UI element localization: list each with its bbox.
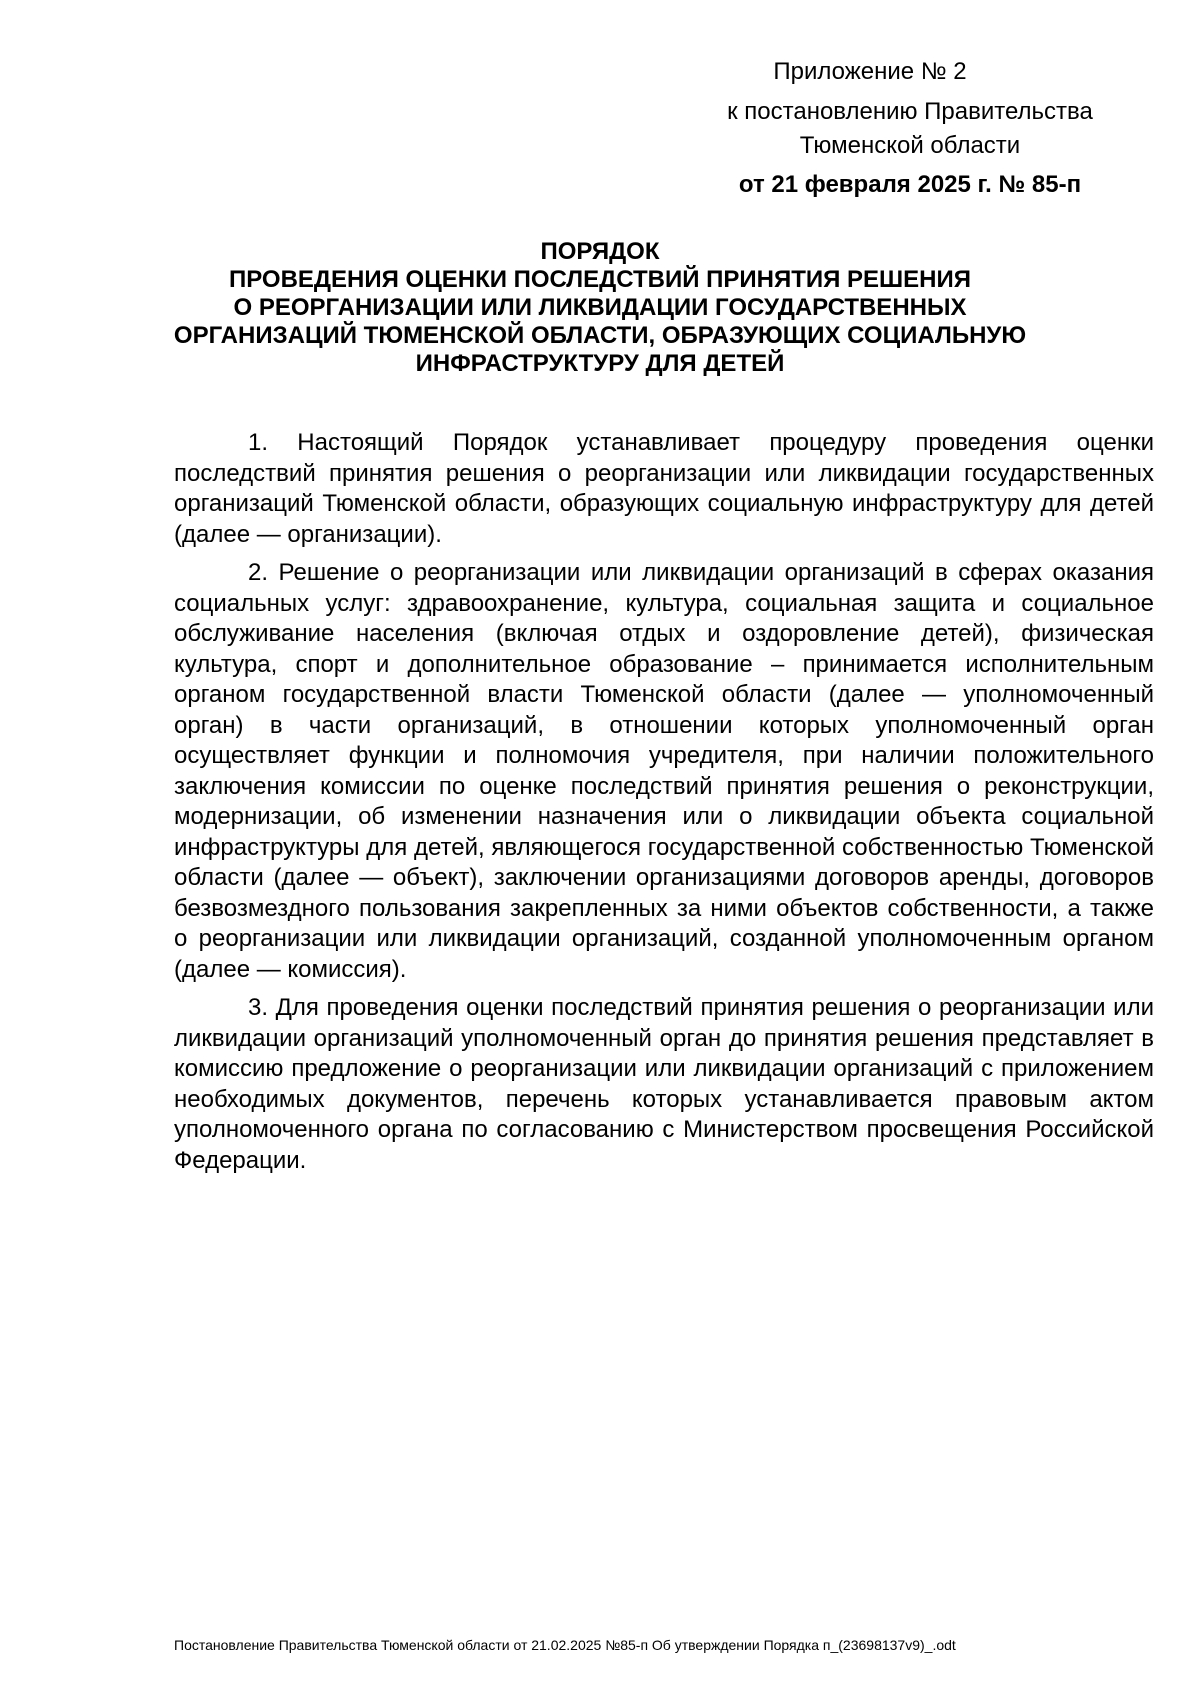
- title-line: ОРГАНИЗАЦИЙ ТЮМЕНСКОЙ ОБЛАСТИ, ОБРАЗУЮЩИХ СОЦИАЛЬНУЮ: [173, 322, 1027, 349]
- paragraph-2: 2. Решение о реорганизации или ликвидации организаций в сферах оказания социальных услуг: здравоохранение, культура, социальная защита и социальное обслуживание населения (включая отдых и оздоровление детей), физическая культура, спорт и дополнительное образование – принимается исполнительным органом государственной власти Тюменской области (далее — уполномоченный орган) в части организаций, в отношении которых уполномоченный орган осуществляет функции и полномочия учредителя, при наличии положительного заключения комиссии по оценке последствий принятия решения о реконструкции, модернизации, об изменении назначения или о ликвидации объекта социальной инфраструктуры для детей, являющегося государственной собственностью Тюменской области (далее — объект), заключении организациями договоров аренды, договоров безвозмездного пользования закрепленных за ними объектов собственности, а также о реорганизации или ликвидации организаций, созданной уполномоченным органом (далее — комиссия).: [174, 559, 1154, 983]
- appendix-reference-line-2: Тюменской области: [799, 132, 1021, 159]
- document-body: [174, 428, 1154, 1184]
- title-line: ПРОВЕДЕНИЯ ОЦЕНКИ ПОСЛЕДСТВИЙ ПРИНЯТИЯ РЕШЕНИЯ: [228, 266, 972, 293]
- document-footer: Постановление Правительства Тюменской области от 21.02.2025 №85-п Об утверждении Порядка п_(23698137v9)_.odt: [174, 1637, 956, 1653]
- title-line: ИНФРАСТРУКТУРУ ДЛЯ ДЕТЕЙ: [415, 350, 785, 377]
- appendix-reference-line-1: к постановлению Правительства: [727, 98, 1093, 125]
- paragraph-3: 3. Для проведения оценки последствий принятия решения о реорганизации или ликвидации организаций уполномоченный орган до принятия решения представляет в комиссию предложение о реорганизации или ликвидации организаций с приложением необходимых документов, перечень которых устанавливается правовым актом уполномоченного органа по согласованию с Министерством просвещения Российской Федерации.: [174, 994, 1154, 1174]
- appendix-number: Приложение № 2: [773, 58, 967, 85]
- appendix-date: от 21 февраля 2025 г. № 85-п: [738, 171, 1082, 198]
- title-line: О РЕОРГАНИЗАЦИИ ИЛИ ЛИКВИДАЦИИ ГОСУДАРСТВЕННЫХ: [233, 294, 967, 321]
- paragraph-1: 1. Настоящий Порядок устанавливает процедуру проведения оценки последствий принятия решения о реорганизации или ликвидации государственных организаций Тюменской области, образующих социальную инфраструктуру для детей (далее — организации).: [174, 429, 1154, 548]
- title-line: ПОРЯДОК: [540, 238, 660, 265]
- document-title: [150, 238, 1050, 378]
- appendix-reference: [680, 95, 1140, 163]
